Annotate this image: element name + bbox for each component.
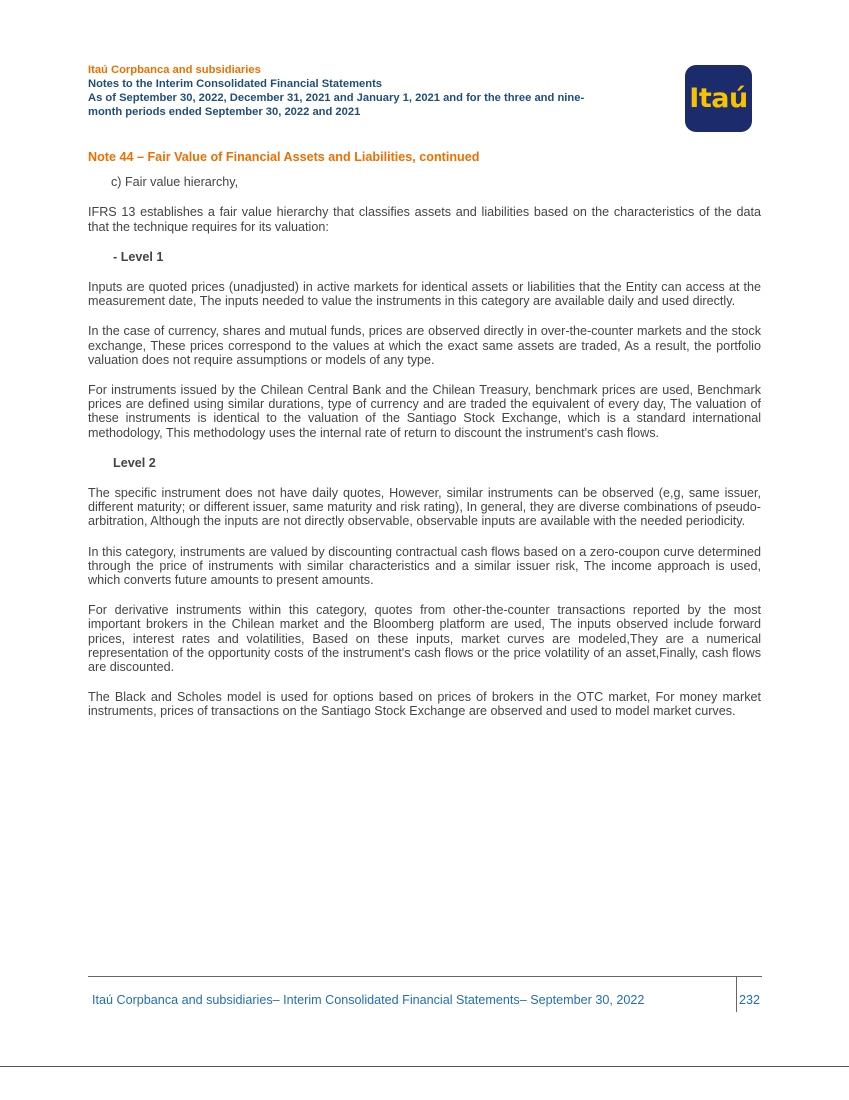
level-1-paragraph-1: Inputs are quoted prices (unadjusted) in active markets for identical assets or liabilities that the Entity can access at the measurement date, The inputs needed to value the instruments in this category are available daily and used directly. — [88, 280, 761, 309]
level-1-paragraph-3: For instruments issued by the Chilean Central Bank and the Chilean Treasury, benchmark prices are used, Benchmark prices are defined using similar durations, type of currency and are traded the equivalent of every day, The valuation of these instruments is identical to the valuation of the Santiago Stock Exchange, which is a standard international methodology, This methodology uses the internal rate of return to discount the instrument's cash flows. — [88, 383, 761, 440]
footer-divider — [88, 976, 762, 977]
level-2-paragraph-4: The Black and Scholes model is used for options based on prices of brokers in the OTC market, For money market instruments, prices of transactions on the Santiago Stock Exchange are observed and used to model market curves. — [88, 690, 761, 719]
note-title: Note 44 – Fair Value of Financial Assets and Liabilities, continued — [88, 150, 480, 164]
logo-text: Itaú — [689, 83, 748, 114]
level-2-paragraph-2: In this category, instruments are valued by discounting contractual cash flows based on a zero-coupon curve determined through the price of instruments with similar characteristics and a similar issuer risk, The income approach is used, which converts future amounts to present amounts. — [88, 544, 761, 588]
header-line-2: As of September 30, 2022, December 31, 2021 and January 1, 2021 and for the three and nine- — [88, 92, 585, 104]
intro-paragraph: IFRS 13 establishes a fair value hierarchy that classifies assets and liabilities based on the characteristics of the data that the technique requires for its valuation: — [88, 205, 761, 234]
level-2-heading: Level 2 — [113, 455, 156, 470]
document-header — [88, 63, 668, 119]
header-line-1: Notes to the Interim Consolidated Financial Statements — [88, 78, 383, 90]
itau-logo — [685, 65, 752, 132]
level-2-paragraph-1: The specific instrument does not have daily quotes, However, similar instruments can be observed (e,g, same issuer, different maturity; or different issuer, same maturity and risk rating), In general, they are diverse combinations of pseudo-arbitration, Although the inputs are not directly observable, observable inputs are available with the needed periodicity. — [88, 486, 761, 529]
level-2-paragraph-3: For derivative instruments within this category, quotes from other-the-counter transactions reported by the most important brokers in the Chilean market and the Bloomberg platform are used, The inputs observed include forward prices, interest rates and volatilities, Based on these inputs, market curves are modeled,They are a numerical representation of the opportunity costs of the instrument's cash flows or the price volatility of an asset,Finally, cash flows are discounted. — [88, 603, 761, 675]
header-company: Itaú Corpbanca and subsidiaries — [88, 64, 261, 76]
page-bottom-edge — [0, 1066, 849, 1067]
footer-text: Itaú Corpbanca and subsidiaries– Interim Consolidated Financial Statements– September 30, 2022 — [92, 993, 645, 1007]
page-number: 232 — [739, 993, 761, 1007]
level-1-paragraph-2: In the case of currency, shares and mutual funds, prices are observed directly in over-the-counter markets and the stock exchange, These prices correspond to the values at which the exact same assets are traded, As a result, the portfolio valuation does not require assumptions or models of any type. — [88, 324, 761, 367]
level-1-heading: - Level 1 — [113, 249, 164, 264]
note-content — [88, 150, 761, 719]
footer-vertical-divider — [736, 976, 737, 1012]
header-line-3: month periods ended September 30, 2022 and 2021 — [88, 106, 361, 118]
subsection-heading: c) Fair value hierarchy, — [111, 175, 239, 190]
